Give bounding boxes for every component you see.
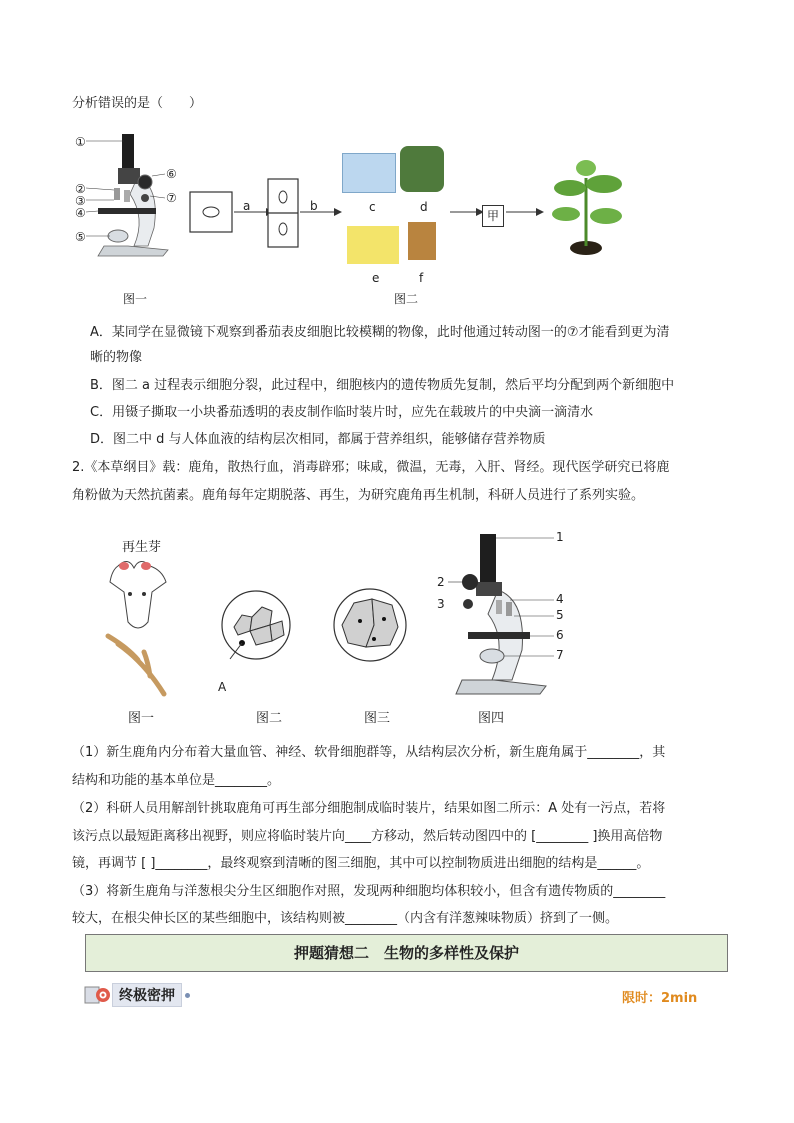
organ-box: 甲 (482, 205, 504, 227)
q1-stem-tail: 分析错误的是（ ） (72, 96, 203, 111)
mic-label-6: ⑥ (166, 167, 177, 181)
q2-fig3-caption: 图三 (364, 711, 391, 726)
q2-sub3-line1: （3）将新生鹿角与洋葱根尖分生区细胞作对照，发现两种细胞均体积较小，但含有遗传物质的________ (72, 884, 666, 899)
cells-field-fig2 (220, 585, 292, 665)
q2-intro-line2: 角粉做为天然抗菌素。鹿角每年定期脱落、再生，为研究鹿角再生机制，科研人员进行了系列实验。 (72, 488, 645, 503)
tissue-d-image (400, 146, 444, 192)
q2-fig2-caption: 图二 (256, 711, 283, 726)
mic-num-7: 7 (556, 648, 564, 662)
q1-option-d: D．图二中 d 与人体血液的结构层次相同，都属于营养组织，能够储存营养物质 (90, 432, 546, 447)
section-title-banner: 押题猜想二 生物的多样性及保护 (85, 934, 728, 972)
q1-option-b: B．图二 a 过程表示细胞分裂，此过程中，细胞核内的遗传物质先复制，然后平均分配到两个新细胞中 (90, 378, 675, 393)
tissue-e-image (347, 226, 399, 264)
mic-num-6: 6 (556, 628, 564, 642)
mic-num-3: 3 (437, 597, 445, 611)
q2-sub2-line2: 该污点以最短距离移出视野，则应将临时装片向____方移动，然后转动图四中的 [________ ]换用高倍物 (72, 829, 663, 844)
q2-sub1-line2: 结构和功能的基本单位是________。 (72, 773, 281, 788)
time-limit: 限时：2min (622, 991, 698, 1006)
q2-sub2-line3: 镜，再调节 [ ]________，最终观察到清晰的图三细胞，其中可以控制物质进出细胞的结构是______。 (72, 856, 650, 871)
mic-label-2: ② (75, 182, 86, 196)
tissue-c-image (342, 153, 396, 193)
dot-icon (185, 993, 190, 998)
q2-intro-line1: 2.《本草纲目》载：鹿角，散热行血，消毒辟邪；味咸，微温，无毒，入肝、肾经。现代医学研究已将鹿 (72, 460, 670, 475)
cells-field-fig3 (330, 585, 410, 665)
tissue-label-e: e (372, 271, 380, 285)
q1-option-c: C．用镊子撕取一小块番茄透明的表皮制作临时装片时，应先在载玻片的中央滴一滴清水 (90, 405, 594, 420)
q2-fig1-caption: 图一 (128, 711, 155, 726)
fig2-caption: 图二 (394, 292, 419, 306)
mic-label-7: ⑦ (166, 191, 177, 205)
tissue-f-image (408, 222, 436, 260)
mic-label-1: ① (75, 135, 86, 149)
arrow-label-b: b (310, 199, 318, 213)
mic-label-3: ③ (75, 194, 86, 208)
mic-label-5: ⑤ (75, 230, 86, 244)
q1-option-a-line2: 晰的物像 (90, 350, 143, 365)
q2-fig4-caption: 图四 (478, 711, 505, 726)
target-icon (84, 984, 112, 1006)
badge-label: 终极密押 (112, 983, 182, 1007)
tomato-plant-image (540, 158, 630, 258)
tissue-label-d: d (420, 200, 428, 214)
q2-sub1-line1: （1）新生鹿角内分布着大量血管、神经、软骨细胞群等，从结构层次分析，新生鹿角属于________，其 (72, 745, 666, 760)
mic-num-1: 1 (556, 530, 564, 544)
q2-sub3-line2: 较大，在根尖伸长区的某些细胞中，该结构则被________（内含有洋葱辣味物质）挤到了一侧。 (72, 911, 619, 926)
mic-num-4: 4 (556, 592, 564, 606)
point-a-label: A (218, 680, 227, 694)
tissue-label-c: c (369, 200, 376, 214)
fig1-caption: 图一 (123, 292, 148, 306)
deer-antler-figure (88, 552, 188, 702)
tissue-label-f: f (419, 271, 424, 285)
mic-num-2: 2 (437, 575, 445, 589)
q2-sub2-line1: （2）科研人员用解剖针挑取鹿角可再生部分细胞制成临时装片，结果如图二所示：A 处有一污点，若将 (72, 801, 666, 816)
q1-option-a-line1: A．某同学在显微镜下观察到番茄表皮细胞比较模糊的物像，此时他通过转动图一的⑦才能看到更为清 (90, 325, 670, 340)
mic-label-4: ④ (75, 206, 86, 220)
mic-num-5: 5 (556, 608, 564, 622)
badge (84, 983, 190, 1007)
regen-bud-label: 再生芽 (122, 540, 162, 555)
arrow-label-a: a (243, 199, 251, 213)
